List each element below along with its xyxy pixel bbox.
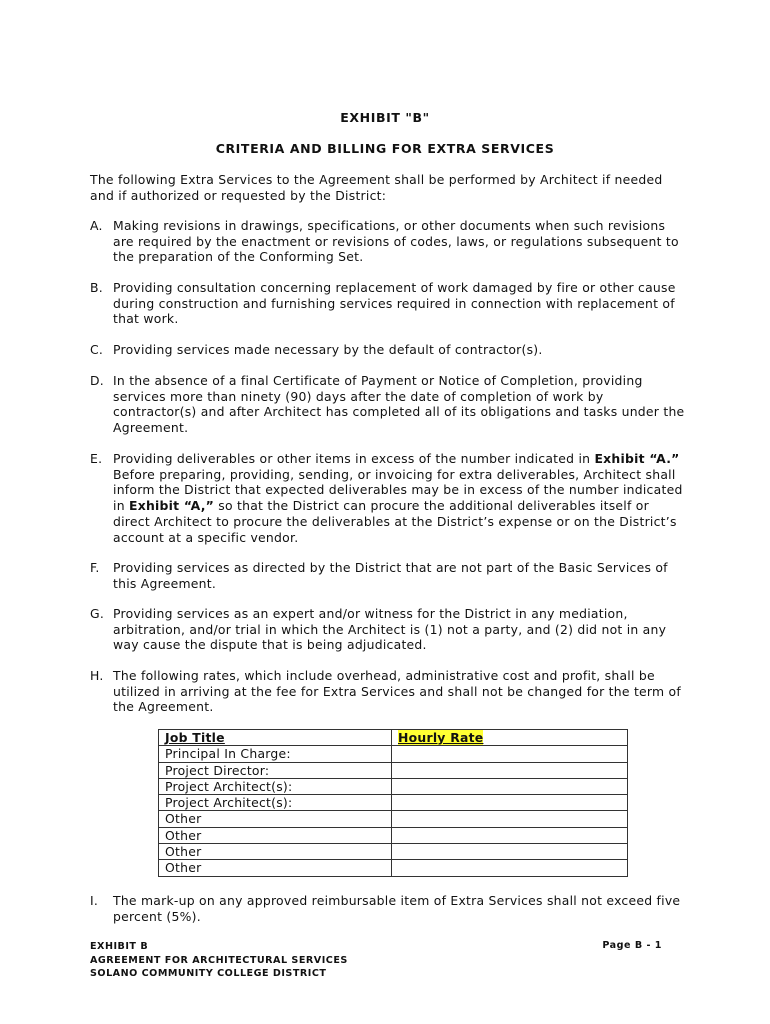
list-item-g xyxy=(90,606,690,653)
list-marker: F. xyxy=(90,560,100,575)
list-item-f xyxy=(90,560,690,591)
list-marker: B. xyxy=(90,280,103,295)
job-title-cell: Other xyxy=(159,811,392,827)
list-item-text: Making revisions in drawings, specifications, or other documents when such revisions are required by the enactment or revisions of codes, laws, or regulations subsequent to the preparation of the Conforming Set. xyxy=(113,218,679,265)
list-item-d xyxy=(90,373,690,436)
rates-table xyxy=(158,729,628,877)
job-title-cell: Other xyxy=(159,844,392,860)
list-item-b xyxy=(90,280,690,327)
page-footer xyxy=(90,940,348,981)
list-marker: D. xyxy=(90,373,104,388)
table-row xyxy=(159,778,628,794)
list-marker: A. xyxy=(90,218,103,233)
hourly-rate-cell xyxy=(392,860,628,876)
footer-district: SOLANO COMMUNITY COLLEGE DISTRICT xyxy=(90,968,327,979)
intro-paragraph: The following Extra Services to the Agreement shall be performed by Architect if needed and if authorized or requested by the District: xyxy=(90,172,663,203)
hourly-rate-cell xyxy=(392,811,628,827)
list-item-text: Providing services made necessary by the default of contractor(s). xyxy=(113,342,543,357)
list-marker: G. xyxy=(90,606,105,621)
list-item-a xyxy=(90,218,690,265)
hourly-rate-cell xyxy=(392,762,628,778)
list-item-text xyxy=(113,451,690,545)
list-item-e xyxy=(90,451,690,545)
exhibit-subtitle: CRITERIA AND BILLING FOR EXTRA SERVICES xyxy=(215,141,555,156)
table-row xyxy=(159,746,628,762)
job-title-cell: Project Director: xyxy=(159,762,392,778)
exhibit-a-reference: Exhibit “A,” xyxy=(128,498,215,514)
table-row xyxy=(159,844,628,860)
item-e-text-1: Providing deliverables or other items in excess of the number indicated in xyxy=(113,451,595,466)
list-item-i xyxy=(90,893,690,924)
list-item-text: The mark-up on any approved reimbursable item of Extra Services shall not exceed five percent (5%). xyxy=(113,893,681,924)
footer-exhibit: EXHIBIT B xyxy=(90,941,149,952)
table-row xyxy=(159,811,628,827)
item-e-text-2: Before preparing, providing, sending, or invoicing for extra deliverables, Architect shall inform the District that expected deliverables may be in excess of the number indicated in xyxy=(113,466,683,514)
table-row xyxy=(159,860,628,876)
item-e-text-3: so that the District can procure the additional deliverables itself or direct Architect to procure the deliverables at the District’s expense or on the District’s account at a specific vendor. xyxy=(113,498,677,545)
hourly-rate-highlight: Hourly Rate xyxy=(398,730,484,745)
footer-agreement: AGREEMENT FOR ARCHITECTURAL SERVICES xyxy=(90,954,348,966)
table-row xyxy=(159,762,628,778)
job-title-cell: Other xyxy=(159,860,392,876)
exhibit-a-reference: Exhibit “A.” xyxy=(594,451,680,466)
list-marker: C. xyxy=(90,342,104,357)
job-title-cell: Other xyxy=(159,827,392,843)
job-title-cell: Project Architect(s): xyxy=(159,778,392,794)
list-item-text: In the absence of a final Certificate of Payment or Notice of Completion, providing services more than ninety (90) days after the date of completion of work by contractor(s) and after Architect has completed all of its obligations and tasks under the Agreement. xyxy=(113,373,685,436)
list-marker: I. xyxy=(90,893,99,908)
job-title-header: Job Title xyxy=(159,730,392,746)
list-item-text: The following rates, which include overhead, administrative cost and profit, shall be utilized in arriving at the fee for Extra Services and shall not be changed for the term of the Agreement. xyxy=(113,668,682,715)
job-title-cell: Principal In Charge: xyxy=(159,746,392,762)
list-marker: H. xyxy=(90,668,104,683)
table-row xyxy=(159,795,628,811)
list-item-text: Providing consultation concerning replacement of work damaged by fire or other cause during construction and furnishing services required in connection with replacement of that work. xyxy=(113,280,676,327)
table-row xyxy=(159,827,628,843)
hourly-rate-cell xyxy=(392,844,628,860)
hourly-rate-cell xyxy=(392,795,628,811)
list-item-text: Providing services as an expert and/or witness for the District in any mediation, arbitration, and/or trial in which the Architect is (1) not a party, and (2) did not in any way cause the dispute that is being adjudicated. xyxy=(113,606,667,653)
exhibit-title: EXHIBIT "B" xyxy=(340,110,430,125)
hourly-rate-cell xyxy=(392,778,628,794)
page-number: Page B - 1 xyxy=(602,940,662,951)
list-item-h xyxy=(90,668,690,715)
hourly-rate-header xyxy=(392,730,628,746)
list-marker: E. xyxy=(90,451,103,466)
list-item-c xyxy=(90,342,690,358)
table-header-row xyxy=(159,730,628,746)
list-item-text: Providing services as directed by the District that are not part of the Basic Services of this Agreement. xyxy=(113,560,668,591)
hourly-rate-cell xyxy=(392,746,628,762)
job-title-cell: Project Architect(s): xyxy=(159,795,392,811)
hourly-rate-cell xyxy=(392,827,628,843)
